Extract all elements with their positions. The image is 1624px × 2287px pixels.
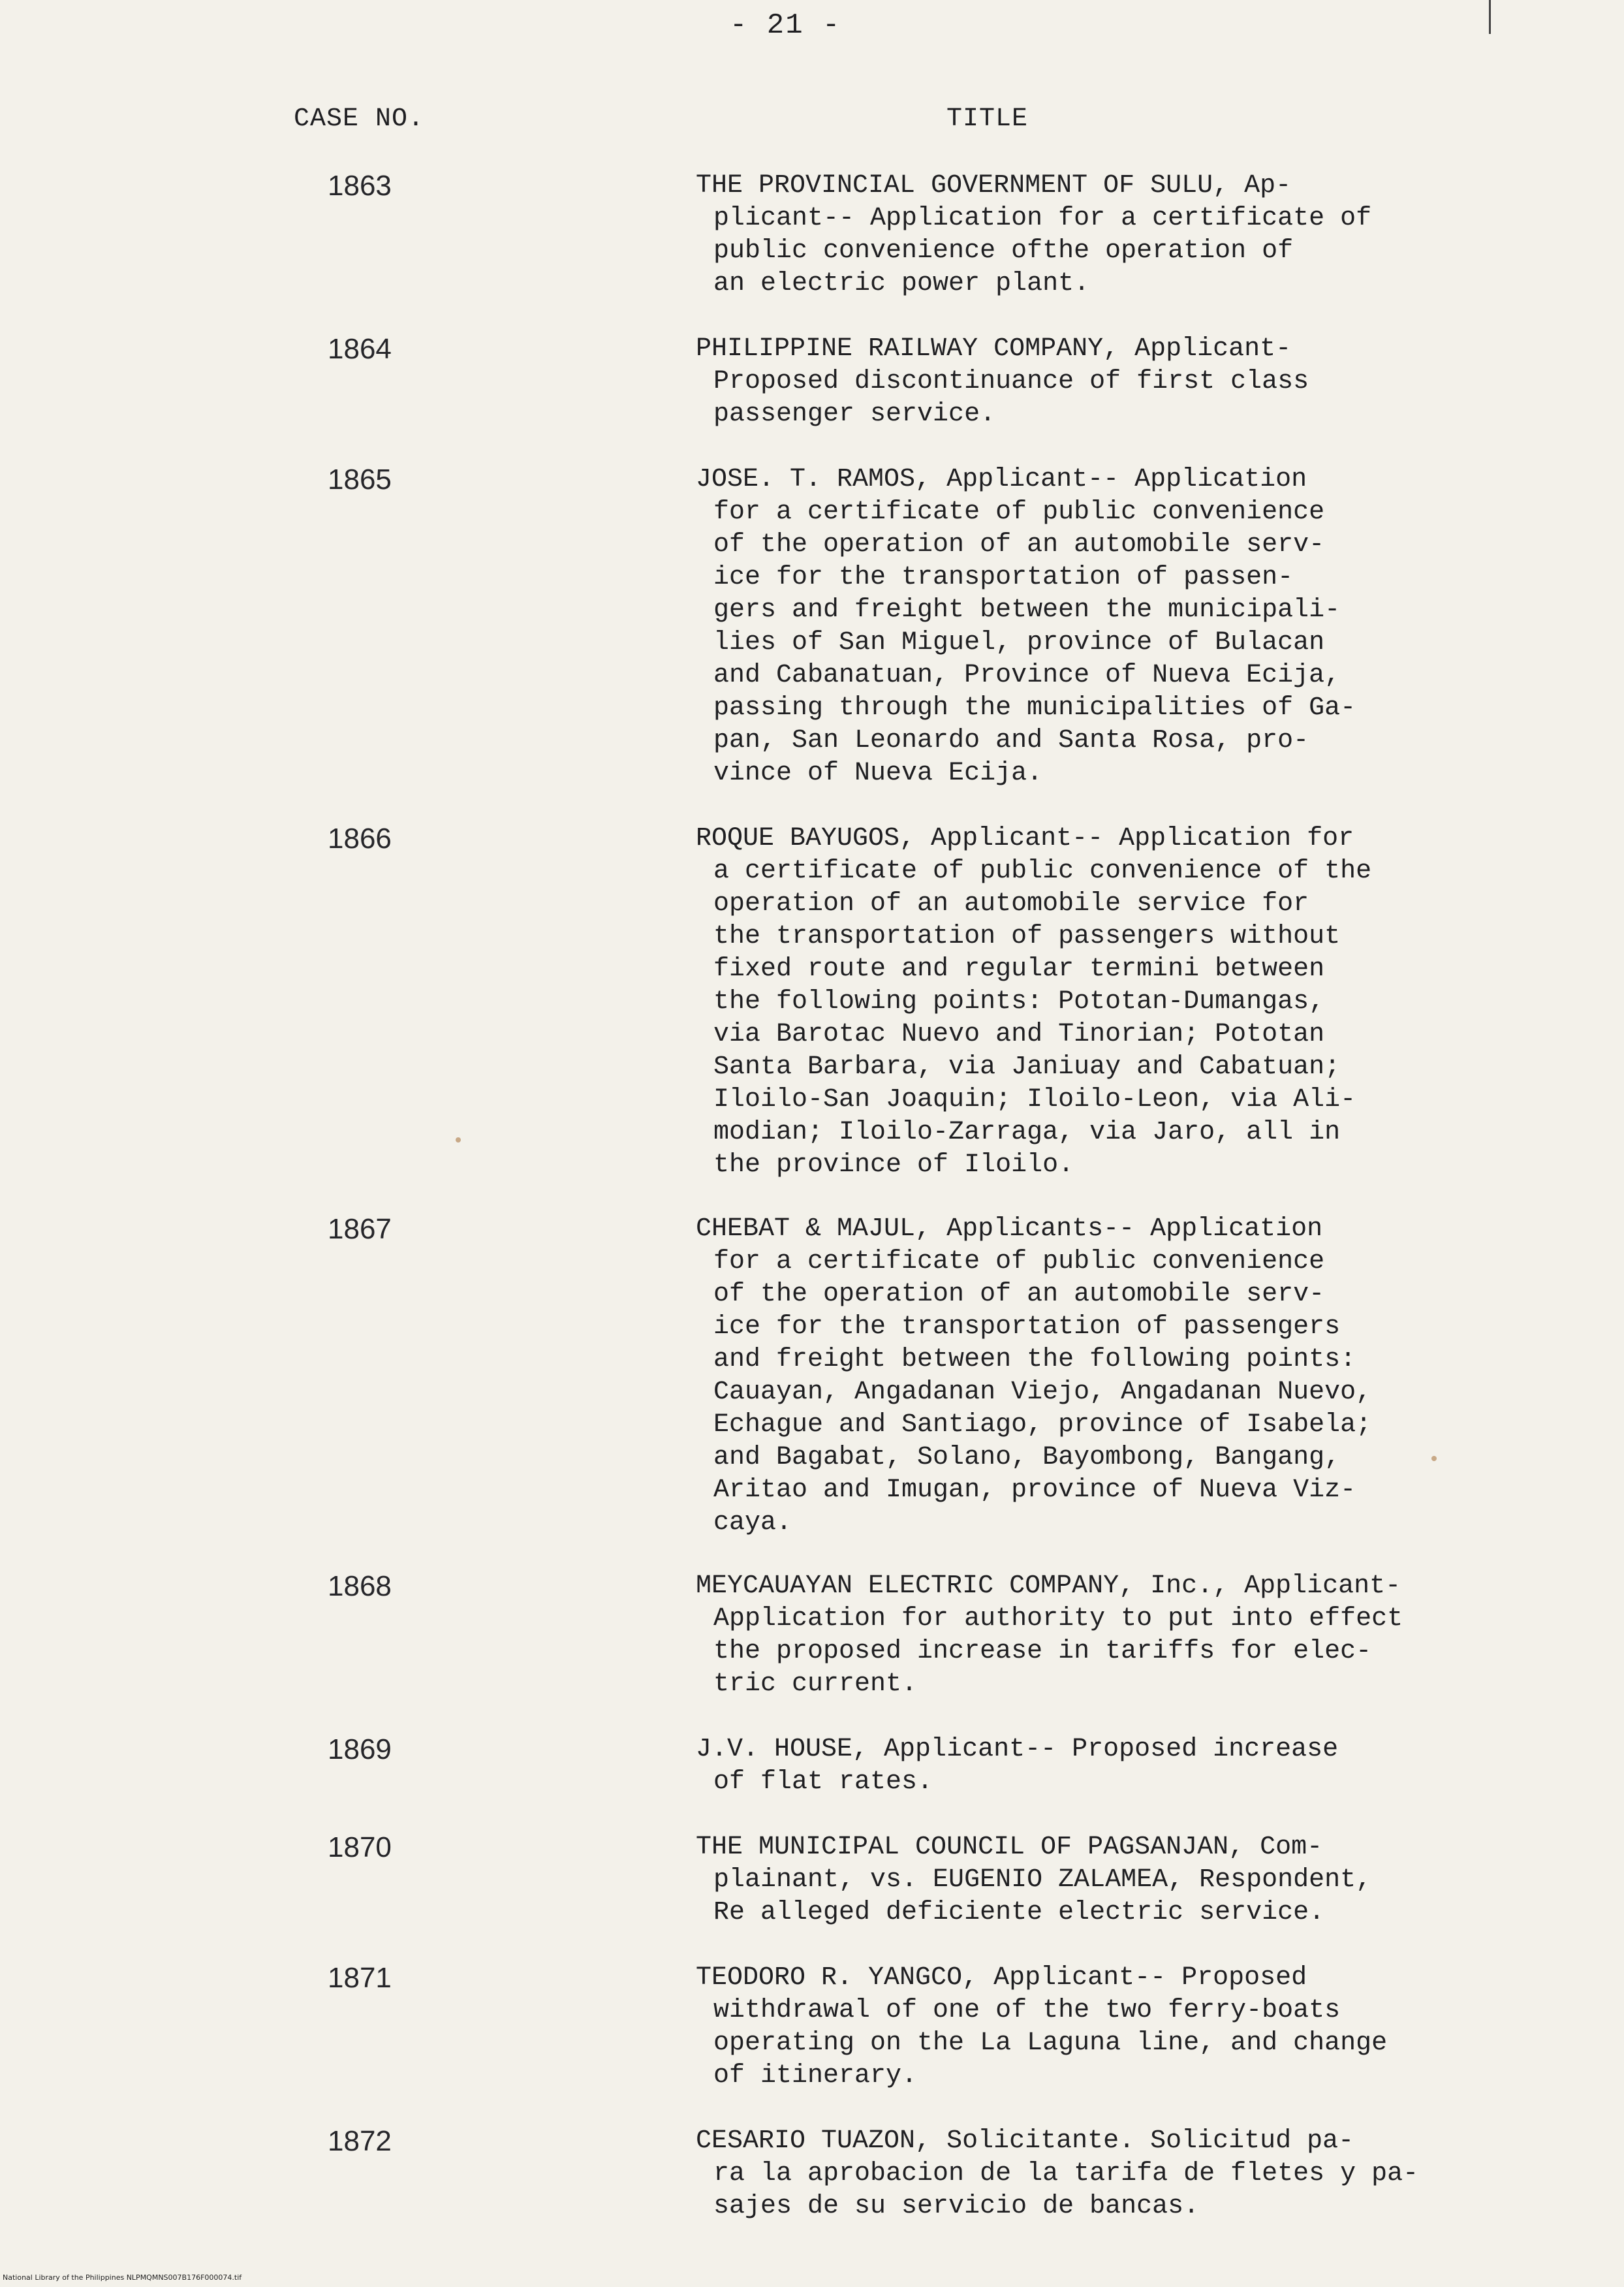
case-number: 1867	[328, 1213, 392, 1245]
title-line: sajes de su servicio de bancas.	[713, 2192, 1200, 2221]
title-line: THE MUNICIPAL COUNCIL OF PAGSANJAN, Com-	[696, 1833, 1323, 1862]
title-line: an electric power plant.	[713, 269, 1090, 298]
title-line: of flat rates.	[713, 1767, 933, 1797]
title-line: and Bagabat, Solano, Bayombong, Bangang,	[713, 1443, 1341, 1472]
title-line: operation of an automobile service for	[713, 889, 1309, 919]
title-line: of itinerary.	[713, 2061, 918, 2090]
case-title	[696, 1213, 1473, 1539]
case-number: 1864	[328, 333, 392, 365]
title-line: ROQUE BAYUGOS, Applicant-- Application for	[696, 824, 1354, 853]
title-line: vince of Nueva Ecija.	[713, 759, 1043, 788]
case-number: 1866	[328, 823, 392, 855]
title-line: ice for the transportation of passengers	[713, 1312, 1341, 1342]
title-line: and Cabanatuan, Province of Nueva Ecija,	[713, 661, 1341, 690]
title-line: CESARIO TUAZON, Solicitante. Solicitud pa-	[696, 2126, 1354, 2156]
case-title	[696, 1962, 1473, 2092]
title-line: and freight between the following points:	[713, 1345, 1356, 1374]
title-line: Echague and Santiago, province of Isabela;	[713, 1410, 1372, 1440]
title-line: the transportation of passengers without	[713, 922, 1341, 951]
edge-mark	[1489, 0, 1491, 34]
title-line: MEYCAUAYAN ELECTRIC COMPANY, Inc., Applicant-	[696, 1571, 1401, 1601]
case-number: 1868	[328, 1570, 392, 1602]
title-line: for a certificate of public convenience	[713, 497, 1325, 527]
title-line: gers and freight between the municipali-	[713, 595, 1341, 625]
title-line: ice for the transportation of passen-	[713, 563, 1294, 592]
title-line: withdrawal of one of the two ferry-boats	[713, 1996, 1341, 2025]
title-line: the proposed increase in tariffs for elec-	[713, 1637, 1372, 1666]
title-line: via Barotac Nuevo and Tinorian; Pototan	[713, 1020, 1325, 1049]
case-title	[696, 823, 1473, 1182]
title-line: pan, San Leonardo and Santa Rosa, pro-	[713, 726, 1309, 755]
case-title	[696, 1570, 1473, 1701]
case-number: 1870	[328, 1831, 392, 1863]
case-no-header: CASE NO.	[294, 104, 425, 134]
title-line: Cauayan, Angadanan Viejo, Angadanan Nuevo,	[713, 1378, 1372, 1407]
title-line: PHILIPPINE RAILWAY COMPANY, Applicant-	[696, 334, 1292, 364]
title-line: of the operation of an automobile serv-	[713, 1280, 1325, 1309]
title-line: Re alleged deficiente electric service.	[713, 1898, 1325, 1927]
case-number: 1869	[328, 1733, 392, 1765]
title-line: operating on the La Laguna line, and change	[713, 2028, 1388, 2058]
case-title	[696, 1831, 1473, 1929]
title-line: Application for authority to put into effect	[713, 1604, 1403, 1633]
case-title	[696, 2125, 1473, 2223]
title-line: a certificate of public convenience of the	[713, 857, 1372, 886]
title-line: J.V. HOUSE, Applicant-- Proposed increase	[696, 1735, 1339, 1764]
title-line: Iloilo-San Joaquin; Iloilo-Leon, via Ali-	[713, 1085, 1356, 1114]
paper-speck	[1431, 1456, 1437, 1461]
title-line: THE PROVINCIAL GOVERNMENT OF SULU, Ap-	[696, 171, 1292, 200]
title-header: TITLE	[946, 104, 1029, 134]
case-number: 1872	[328, 2125, 392, 2157]
case-title	[696, 1733, 1473, 1799]
title-line: plainant, vs. EUGENIO ZALAMEA, Respondent,	[713, 1865, 1372, 1895]
title-line: Proposed discontinuance of first class	[713, 367, 1309, 396]
paper-speck	[456, 1137, 461, 1143]
scan-footer: National Library of the Philippines NLPMQMNS007B176F000074.tif	[3, 2273, 242, 2282]
case-title	[696, 464, 1473, 790]
title-line: Santa Barbara, via Janiuay and Cabatuan;	[713, 1052, 1341, 1082]
title-line: CHEBAT & MAJUL, Applicants-- Application	[696, 1214, 1323, 1244]
case-number: 1863	[328, 170, 392, 202]
case-title	[696, 333, 1473, 431]
title-line: plicant-- Application for a certificate of	[713, 204, 1372, 233]
title-line: tric current.	[713, 1669, 918, 1699]
page-number: - 21 -	[730, 9, 841, 42]
title-line: lies of San Miguel, province of Bulacan	[713, 628, 1325, 657]
title-line: modian; Iloilo-Zarraga, via Jaro, all in	[713, 1118, 1341, 1147]
title-line: the province of Iloilo.	[713, 1150, 1074, 1180]
title-line: JOSE. T. RAMOS, Applicant-- Application	[696, 465, 1307, 494]
case-title	[696, 170, 1473, 300]
title-line: public convenience ofthe operation of	[713, 236, 1294, 266]
title-line: caya.	[713, 1508, 792, 1538]
title-line: passenger service.	[713, 400, 996, 429]
title-line: TEODORO R. YANGCO, Applicant-- Proposed	[696, 1963, 1307, 1993]
title-line: the following points: Pototan-Dumangas,	[713, 987, 1325, 1017]
title-line: passing through the municipalities of Ga-	[713, 693, 1356, 723]
case-number: 1865	[328, 464, 392, 496]
title-line: for a certificate of public convenience	[713, 1247, 1325, 1276]
title-line: fixed route and regular termini between	[713, 954, 1325, 984]
title-line: Aritao and Imugan, province of Nueva Viz-	[713, 1475, 1356, 1505]
case-number: 1871	[328, 1962, 392, 1994]
title-line: ra la aprobacion de la tarifa de fletes y pa-	[713, 2159, 1419, 2188]
title-line: of the operation of an automobile serv-	[713, 530, 1325, 560]
